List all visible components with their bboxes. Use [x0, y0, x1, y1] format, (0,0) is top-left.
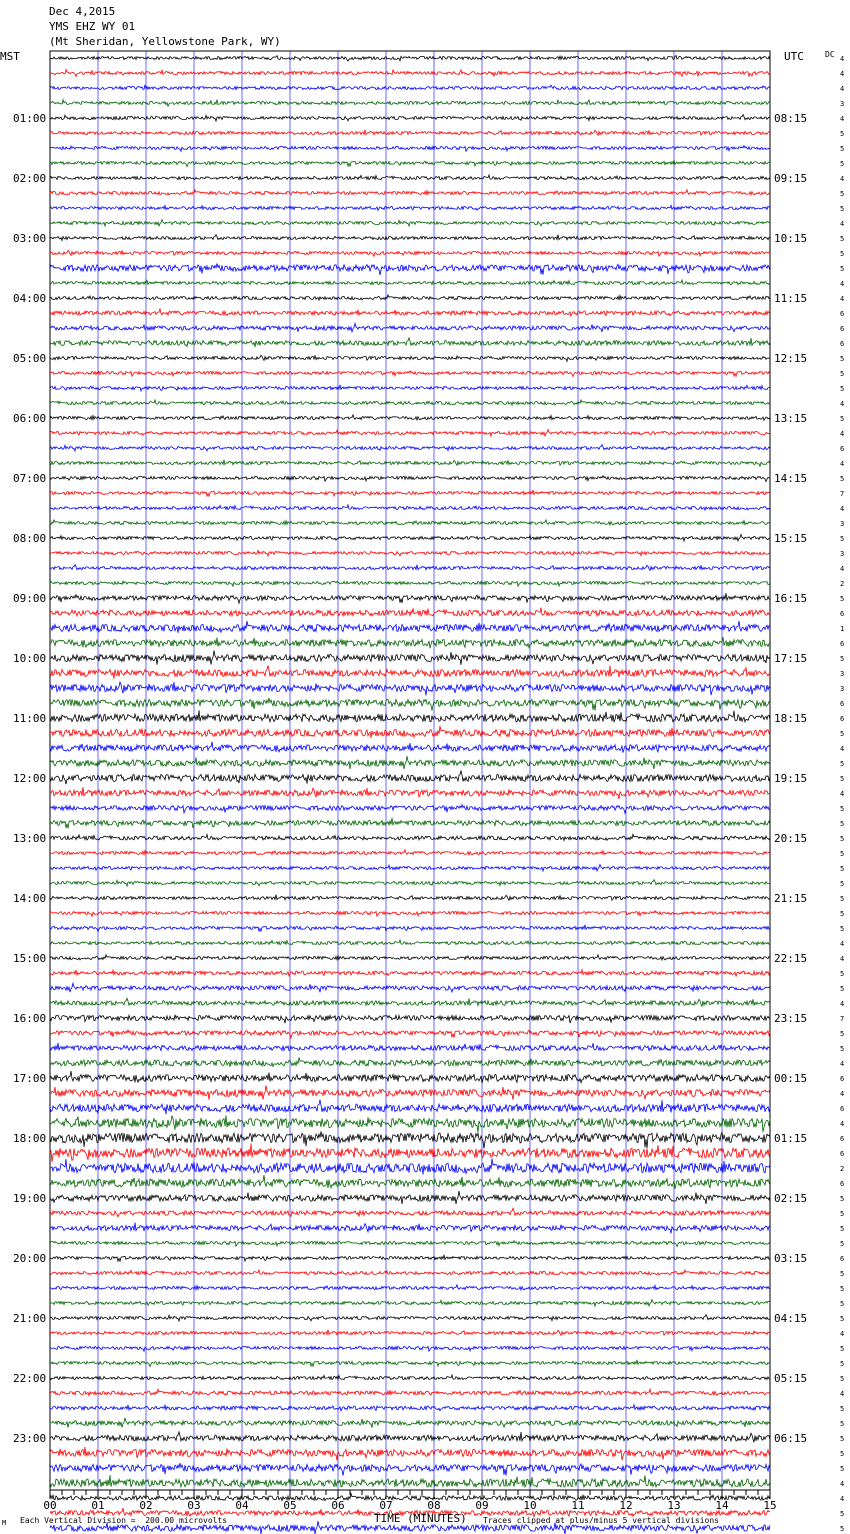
dc-offset-label: 5 [840, 925, 845, 933]
trace-line-62 [50, 970, 770, 977]
x-tick-label: 14 [715, 1499, 729, 1512]
trace-line-79 [50, 1223, 770, 1234]
dc-offset-label: 6 [840, 1105, 845, 1113]
scale-note: Each Vertical Division = 200.00 microvolts [20, 1516, 228, 1525]
dc-offset-label: 4 [840, 55, 845, 63]
dc-offset-label: 5 [840, 595, 845, 603]
dc-offset-label: 6 [840, 1150, 845, 1158]
hour-label-utc: 08:15 [774, 112, 808, 125]
trace-line-26 [50, 430, 770, 437]
trace-line-41 [50, 650, 770, 664]
trace-line-13 [50, 235, 770, 241]
dc-offset-label: 5 [840, 865, 845, 873]
dc-offset-label: 6 [840, 1135, 845, 1143]
left-timezone-label: MST [0, 50, 20, 63]
dc-offset-label: 5 [840, 880, 845, 888]
trace-line-89 [50, 1375, 770, 1380]
dc-offset-label: 4 [840, 1060, 845, 1068]
hour-label-local: 04:00 [13, 292, 47, 305]
dc-offset-label: 5 [840, 1420, 845, 1428]
hour-label-local: 10:00 [13, 652, 47, 665]
dc-offset-label: 5 [840, 760, 845, 768]
dc-offset-label: 3 [840, 670, 845, 678]
dc-offset-label: 2 [840, 1165, 845, 1173]
dc-offset-label: 4 [840, 565, 845, 573]
dc-offset-label: 5 [840, 265, 845, 273]
trace-line-14 [50, 250, 770, 256]
dc-offset-label: 4 [840, 175, 845, 183]
trace-line-6 [50, 130, 770, 136]
header-station: YMS EHZ WY 01 [49, 20, 136, 33]
hour-label-utc: 17:15 [774, 652, 808, 665]
trace-line-31 [50, 505, 770, 510]
trace-line-50 [50, 787, 770, 799]
hour-label-local: 23:00 [13, 1432, 47, 1445]
trace-line-66 [50, 1030, 770, 1038]
hour-label-local: 11:00 [13, 712, 47, 725]
trace-line-27 [50, 445, 770, 452]
trace-line-20 [50, 338, 770, 347]
dc-offset-label: 5 [840, 1240, 845, 1248]
trace-line-86 [50, 1330, 770, 1336]
trace-line-77 [50, 1191, 770, 1204]
dc-label: DC [825, 50, 835, 59]
trace-line-64 [50, 998, 770, 1006]
hour-label-utc: 21:15 [774, 892, 808, 905]
trace-line-80 [50, 1241, 770, 1247]
dc-offset-label: 5 [840, 1345, 845, 1353]
trace-line-24 [50, 400, 770, 405]
dc-offset-label: 5 [840, 1510, 845, 1518]
hour-label-local: 12:00 [13, 772, 47, 785]
trace-line-28 [50, 460, 770, 467]
dc-offset-label: 5 [840, 1210, 845, 1218]
hour-label-local: 09:00 [13, 592, 47, 605]
trace-line-75 [50, 1159, 770, 1175]
dc-offset-label: 5 [840, 1450, 845, 1458]
trace-line-94 [50, 1447, 770, 1460]
trace-line-87 [50, 1346, 770, 1352]
x-tick-label: 00 [43, 1499, 57, 1512]
dc-offset-label: 5 [840, 1525, 845, 1533]
hour-label-utc: 12:15 [774, 352, 808, 365]
hour-label-utc: 15:15 [774, 532, 808, 545]
hour-label-utc: 20:15 [774, 832, 808, 845]
dc-offset-label: 5 [840, 130, 845, 138]
dc-offset-label: 3 [840, 685, 845, 693]
dc-offset-label: 4 [840, 1495, 845, 1503]
trace-line-83 [50, 1285, 770, 1290]
trace-line-74 [50, 1143, 770, 1162]
hour-label-local: 03:00 [13, 232, 47, 245]
trace-line-29 [50, 476, 770, 482]
dc-offset-label: 5 [840, 1045, 845, 1053]
trace-line-12 [50, 220, 770, 227]
dc-offset-label: 6 [840, 700, 845, 708]
trace-line-69 [50, 1071, 770, 1083]
dc-offset-label: 5 [840, 1375, 845, 1383]
x-tick-label: 03 [187, 1499, 201, 1512]
dc-offset-label: 3 [840, 100, 845, 108]
x-tick-label: 02 [139, 1499, 153, 1512]
trace-line-84 [50, 1300, 770, 1307]
trace-line-4 [50, 100, 770, 107]
dc-offset-label: 5 [840, 370, 845, 378]
trace-line-55 [50, 865, 770, 872]
x-tick-label: 06 [331, 1499, 345, 1512]
dc-offset-label: 5 [840, 475, 845, 483]
trace-line-88 [50, 1360, 770, 1367]
x-tick-label: 10 [523, 1499, 537, 1512]
dc-offset-label: 6 [840, 1180, 845, 1188]
hour-label-utc: 19:15 [774, 772, 808, 785]
dc-offset-label: 5 [840, 1195, 845, 1203]
dc-offset-label: 4 [840, 505, 845, 513]
trace-line-52 [50, 818, 770, 829]
trace-line-10 [50, 190, 770, 195]
hour-label-utc: 22:15 [774, 952, 808, 965]
dc-offset-label: 5 [840, 1300, 845, 1308]
trace-line-22 [50, 371, 770, 377]
dc-offset-label: 5 [840, 535, 845, 543]
trace-line-60 [50, 940, 770, 945]
hour-label-utc: 18:15 [774, 712, 808, 725]
dc-offset-label: 1 [840, 625, 845, 633]
trace-line-3 [50, 85, 770, 90]
dc-offset-label: 5 [840, 775, 845, 783]
trace-line-32 [50, 520, 770, 525]
dc-offset-label: 4 [840, 280, 845, 288]
hour-label-local: 18:00 [13, 1132, 47, 1145]
dc-offset-label: 6 [840, 340, 845, 348]
hour-label-local: 07:00 [13, 472, 47, 485]
trace-line-67 [50, 1043, 770, 1051]
dc-offset-label: 6 [840, 640, 845, 648]
dc-offset-label: 6 [840, 610, 845, 618]
dc-offset-label: 5 [840, 355, 845, 363]
dc-offset-label: 5 [840, 415, 845, 423]
hour-label-local: 08:00 [13, 532, 47, 545]
trace-line-72 [50, 1115, 770, 1132]
trace-line-37 [50, 593, 770, 603]
trace-line-95 [50, 1463, 770, 1476]
trace-line-30 [50, 490, 770, 497]
hour-label-local: 22:00 [13, 1372, 47, 1385]
hour-label-local: 17:00 [13, 1072, 47, 1085]
trace-line-16 [50, 280, 770, 285]
trace-line-36 [50, 581, 770, 586]
dc-offset-label: 5 [840, 730, 845, 738]
dc-offset-label: 4 [840, 940, 845, 948]
x-tick-label: 13 [667, 1499, 681, 1512]
hour-label-utc: 10:15 [774, 232, 808, 245]
trace-line-76 [50, 1175, 770, 1189]
trace-line-11 [50, 205, 770, 210]
dc-offset-label: 3 [840, 550, 845, 558]
hour-label-utc: 16:15 [774, 592, 808, 605]
trace-line-61 [50, 955, 770, 960]
dc-offset-label: 4 [840, 115, 845, 123]
trace-line-17 [50, 295, 770, 300]
dc-offset-label: 5 [840, 985, 845, 993]
trace-line-54 [50, 850, 770, 855]
trace-line-85 [50, 1315, 770, 1322]
dc-offset-label: 5 [840, 1270, 845, 1278]
dc-offset-label: 4 [840, 85, 845, 93]
x-tick-label: 08 [427, 1499, 441, 1512]
trace-line-1 [50, 56, 770, 62]
trace-line-58 [50, 911, 770, 917]
dc-offset-label: 7 [840, 1015, 845, 1023]
trace-line-19 [50, 324, 770, 333]
trace-line-5 [50, 115, 770, 122]
trace-line-18 [50, 309, 770, 316]
trace-line-8 [50, 160, 770, 167]
dc-offset-label: 4 [840, 1120, 845, 1128]
dc-offset-label: 5 [840, 805, 845, 813]
dc-offset-label: 5 [840, 1225, 845, 1233]
hour-label-local: 15:00 [13, 952, 47, 965]
trace-line-73 [50, 1131, 770, 1148]
hour-label-utc: 05:15 [774, 1372, 808, 1385]
dc-offset-label: 5 [840, 160, 845, 168]
dc-offset-label: 5 [840, 205, 845, 213]
dc-offset-label: 4 [840, 955, 845, 963]
dc-offset-label: 6 [840, 1075, 845, 1083]
dc-offset-label: 4 [840, 220, 845, 228]
dc-offset-label: 4 [840, 430, 845, 438]
corner-mark: M [2, 1519, 7, 1527]
trace-line-82 [50, 1270, 770, 1275]
hour-label-utc: 14:15 [774, 472, 808, 485]
hour-label-local: 01:00 [13, 112, 47, 125]
trace-line-48 [50, 756, 770, 769]
dc-offset-label: 5 [840, 190, 845, 198]
dc-offset-label: 6 [840, 715, 845, 723]
trace-line-49 [50, 771, 770, 785]
trace-line-44 [50, 698, 770, 711]
dc-offset-label: 5 [840, 820, 845, 828]
dc-offset-label: 4 [840, 1090, 845, 1098]
trace-line-40 [50, 637, 770, 648]
trace-line-51 [50, 805, 770, 814]
clip-note: Traces clipped at plus/minus 5 vertical divisions [483, 1516, 720, 1525]
dc-offset-label: 5 [840, 655, 845, 663]
dc-offset-label: 5 [840, 1435, 845, 1443]
trace-line-21 [50, 355, 770, 361]
dc-offset-label: 2 [840, 580, 845, 588]
dc-offset-label: 5 [840, 145, 845, 153]
trace-line-90 [50, 1389, 770, 1395]
dc-offset-label: 4 [840, 460, 845, 468]
dc-offset-label: 5 [840, 385, 845, 393]
trace-line-25 [50, 415, 770, 421]
dc-offset-label: 5 [840, 970, 845, 978]
dc-offset-label: 6 [840, 310, 845, 318]
hour-label-utc: 09:15 [774, 172, 808, 185]
trace-line-68 [50, 1057, 770, 1067]
dc-offset-label: 5 [840, 1285, 845, 1293]
trace-line-70 [50, 1085, 770, 1099]
dc-offset-label: 5 [840, 910, 845, 918]
trace-line-93 [50, 1432, 770, 1442]
trace-line-78 [50, 1208, 770, 1217]
trace-line-56 [50, 880, 770, 887]
trace-line-39 [50, 621, 770, 633]
hour-label-utc: 03:15 [774, 1252, 808, 1265]
dc-offset-label: 6 [840, 1255, 845, 1263]
dc-offset-label: 4 [840, 70, 845, 78]
x-tick-label: 01 [91, 1499, 105, 1512]
dc-offset-label: 4 [840, 1480, 845, 1488]
hour-label-utc: 11:15 [774, 292, 808, 305]
trace-line-46 [50, 726, 770, 738]
trace-line-71 [50, 1100, 770, 1114]
dc-offset-label: 5 [840, 835, 845, 843]
hour-label-utc: 13:15 [774, 412, 808, 425]
trace-line-63 [50, 983, 770, 992]
dc-offset-label: 4 [840, 1000, 845, 1008]
trace-line-34 [50, 550, 770, 556]
dc-offset-label: 6 [840, 325, 845, 333]
trace-line-35 [50, 565, 770, 571]
hour-label-utc: 06:15 [774, 1432, 808, 1445]
right-timezone-label: UTC [784, 50, 804, 63]
dc-offset-label: 7 [840, 490, 845, 498]
trace-line-81 [50, 1255, 770, 1262]
dc-offset-label: 5 [840, 1315, 845, 1323]
hour-label-utc: 01:15 [774, 1132, 808, 1145]
dc-offset-label: 5 [840, 1465, 845, 1473]
hour-label-local: 06:00 [13, 412, 47, 425]
trace-line-91 [50, 1405, 770, 1411]
trace-line-92 [50, 1418, 770, 1428]
trace-line-47 [50, 742, 770, 753]
dc-offset-label: 4 [840, 400, 845, 408]
dc-offset-label: 5 [840, 250, 845, 258]
trace-line-96 [50, 1475, 770, 1487]
dc-offset-label: 4 [840, 1330, 845, 1338]
x-tick-label: 07 [379, 1499, 393, 1512]
dc-offset-label: 5 [840, 895, 845, 903]
x-tick-label: 09 [475, 1499, 489, 1512]
dc-offset-label: 6 [840, 445, 845, 453]
x-tick-label: 11 [571, 1499, 585, 1512]
trace-line-53 [50, 834, 770, 840]
trace-line-2 [50, 70, 770, 77]
dc-offset-label: 5 [840, 850, 845, 858]
hour-label-local: 14:00 [13, 892, 47, 905]
dc-offset-label: 4 [840, 790, 845, 798]
hour-label-local: 20:00 [13, 1252, 47, 1265]
trace-line-15 [50, 264, 770, 275]
x-tick-label: 15 [763, 1499, 777, 1512]
dc-offset-label: 4 [840, 295, 845, 303]
hour-label-local: 13:00 [13, 832, 47, 845]
trace-line-59 [50, 925, 770, 932]
hour-label-local: 19:00 [13, 1192, 47, 1205]
dc-offset-label: 4 [840, 1390, 845, 1398]
trace-line-9 [50, 175, 770, 180]
trace-line-7 [50, 146, 770, 152]
trace-line-65 [50, 1015, 770, 1024]
dc-offset-label: 3 [840, 520, 845, 528]
trace-line-33 [50, 535, 770, 542]
x-tick-label: 12 [619, 1499, 633, 1512]
trace-line-38 [50, 608, 770, 616]
dc-offset-label: 4 [840, 745, 845, 753]
hour-label-local: 21:00 [13, 1312, 47, 1325]
header-date: Dec 4,2015 [49, 5, 116, 18]
trace-line-23 [50, 385, 770, 391]
hour-label-local: 16:00 [13, 1012, 47, 1025]
hour-label-utc: 02:15 [774, 1192, 808, 1205]
dc-offset-label: 5 [840, 235, 845, 243]
header-location: (Mt Sheridan, Yellowstone Park, WY) [49, 35, 281, 48]
hour-label-local: 05:00 [13, 352, 47, 365]
x-tick-label: 04 [235, 1499, 249, 1512]
trace-line-42 [50, 666, 770, 679]
hour-label-utc: 23:15 [774, 1012, 808, 1025]
dc-offset-label: 5 [840, 1405, 845, 1413]
hour-label-local: 02:00 [13, 172, 47, 185]
dc-offset-label: 5 [840, 1360, 845, 1368]
dc-offset-label: 5 [840, 1030, 845, 1038]
x-tick-label: 05 [283, 1499, 297, 1512]
x-axis-label: TIME (MINUTES) [374, 1512, 467, 1525]
trace-line-43 [50, 682, 770, 695]
hour-label-utc: 04:15 [774, 1312, 808, 1325]
trace-line-45 [50, 710, 770, 722]
hour-label-utc: 00:15 [774, 1072, 808, 1085]
trace-line-57 [50, 895, 770, 901]
